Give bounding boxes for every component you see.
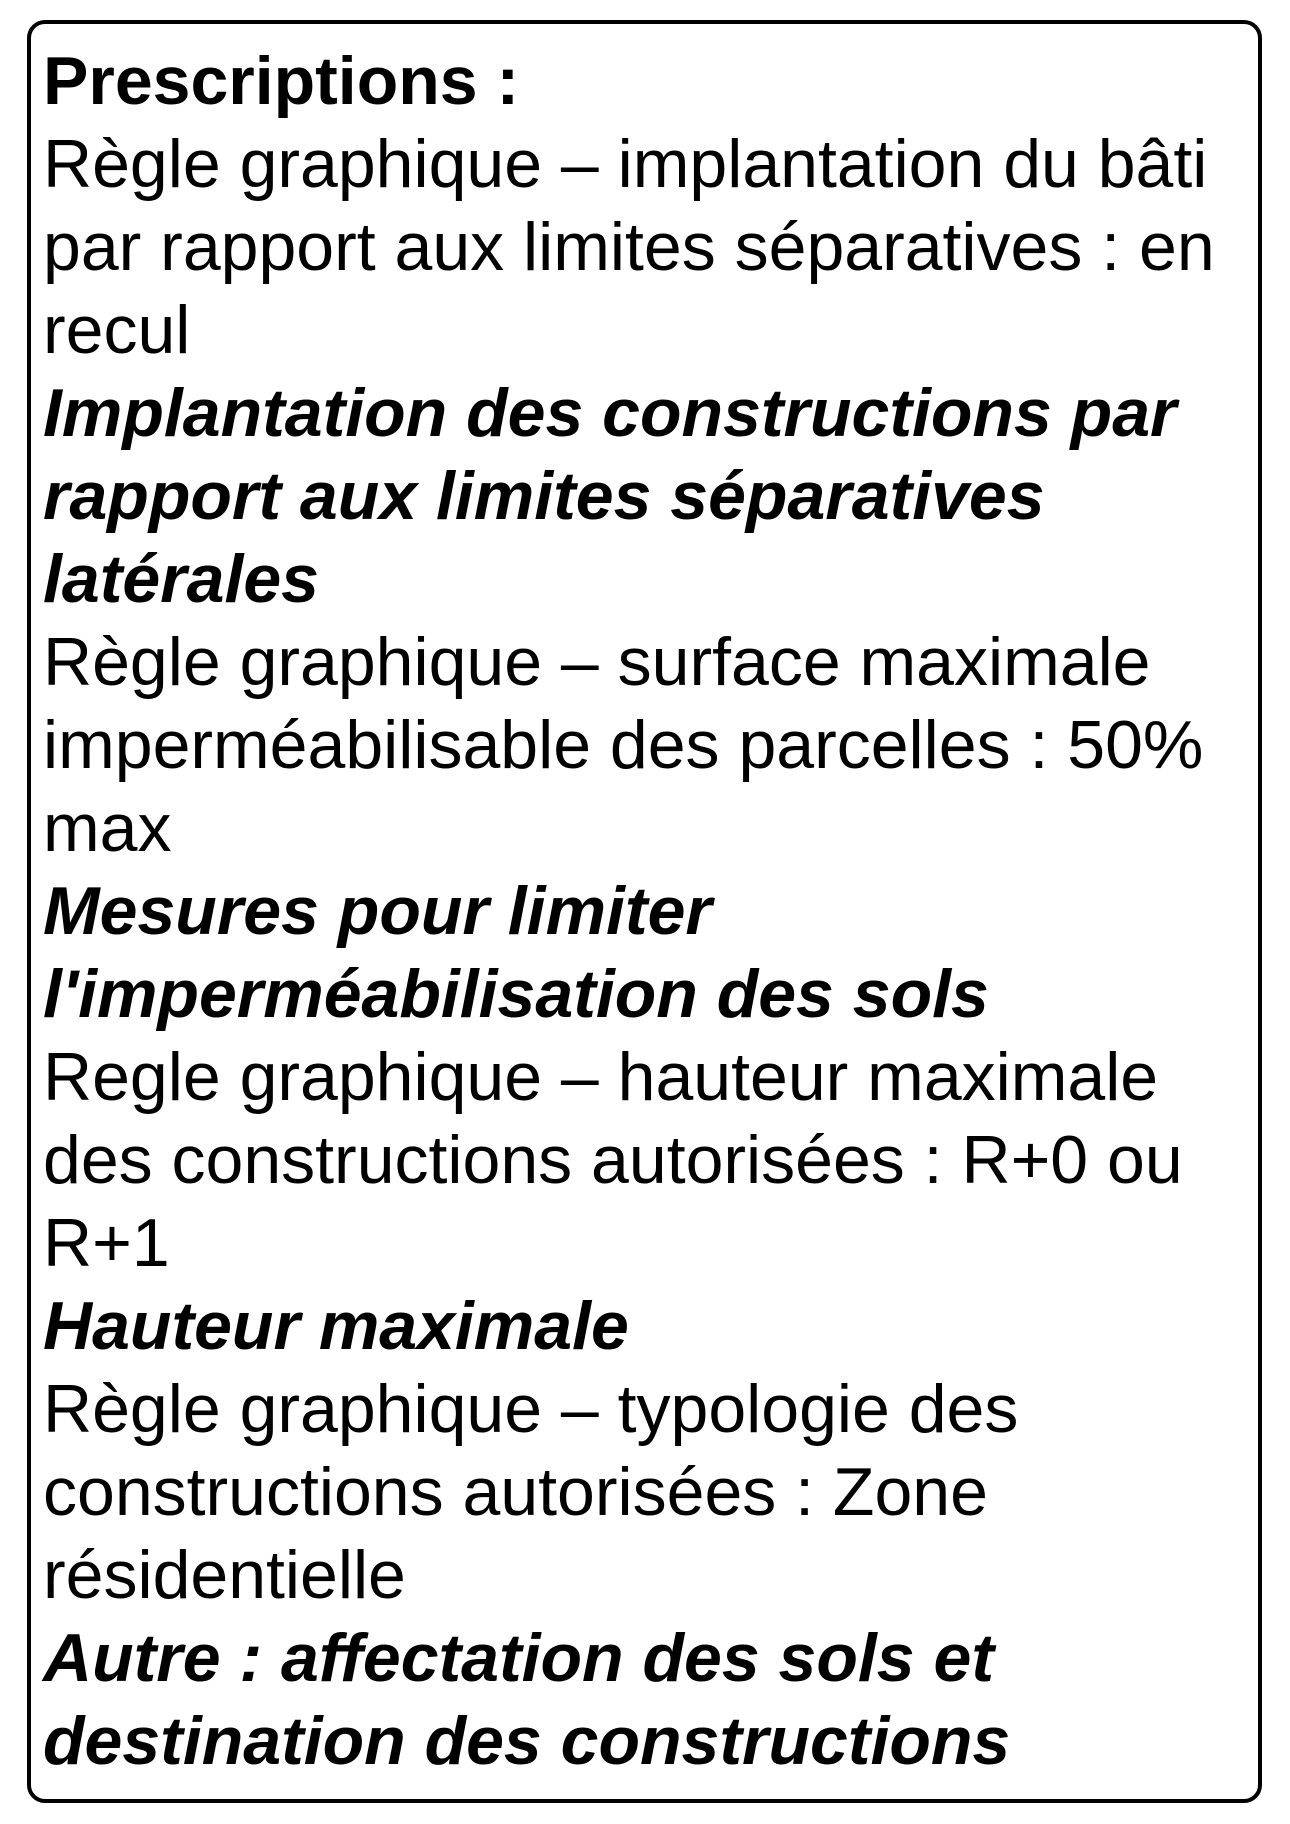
prescriptions-panel (27, 20, 1262, 1803)
category-implantation: Implantation des constructions par rapport aux limites séparatives latérales (43, 375, 1177, 617)
rule-surface-impermeabilisable: Règle graphique – surface maximale imperméabilisable des parcelles : 50% max (43, 624, 1204, 866)
rule-hauteur-maximale: Regle graphique – hauteur maximale des constructions autorisées : R+0 ou R+1 (43, 1039, 1183, 1281)
category-impermeabilisation: Mesures pour limiter l'imperméabilisation des sols (43, 873, 989, 1032)
category-hauteur-maximale: Hauteur maximale (43, 1288, 629, 1364)
rule-typologie: Règle graphique – typologie des constructions autorisées : Zone résidentielle (43, 1371, 1019, 1613)
rule-implantation: Règle graphique – implantation du bâti par rapport aux limites séparatives : en recul (43, 126, 1215, 368)
category-affectation-sols: Autre : affectation des sols et destination des constructions (43, 1620, 1011, 1779)
panel-title: Prescriptions : (43, 43, 520, 119)
